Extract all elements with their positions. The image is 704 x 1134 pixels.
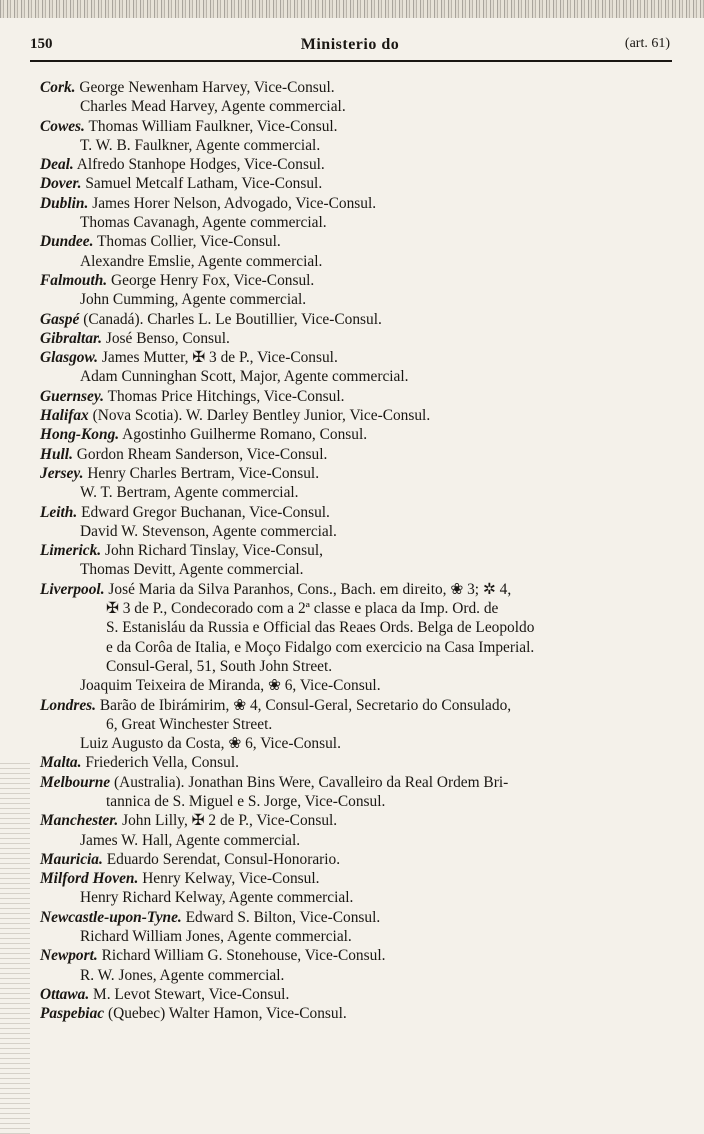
entry-text: Edward S. Bilton, Vice-Consul. [185, 908, 381, 926]
entry-text: Friederich Vella, Consul. [85, 754, 239, 772]
entry-text: e da Corôa de Italia, e Moço Fidalgo com exercicio na Casa Imperial. [106, 638, 535, 656]
entry-text: 6, Great Winchester Street. [106, 715, 273, 733]
entry-text: José Benso, Consul. [105, 329, 230, 347]
entry-text: S. Estanisláu da Russia e Official das Reaes Ords. Belga de Leopoldo [106, 619, 535, 637]
place-name: Dundee. [40, 233, 94, 251]
place-name: Mauricia. [40, 850, 103, 868]
entry-line [40, 97, 680, 116]
page-header [30, 36, 670, 62]
entry-line [40, 194, 680, 213]
place-name: Jersey. [40, 464, 84, 482]
entry-line [40, 734, 680, 753]
place-name: Limerick. [40, 542, 102, 560]
place-name: Gibraltar. [40, 329, 103, 347]
place-name: Paspebiac [40, 1005, 105, 1023]
entry-line [40, 348, 680, 367]
entry-line [40, 310, 680, 329]
entry-line [40, 618, 680, 637]
place-name: Dover. [40, 175, 82, 193]
entry-line [40, 464, 680, 483]
entry-line [40, 232, 680, 251]
entry-line [40, 831, 680, 850]
entry-line [40, 290, 680, 309]
place-name: Cork. [40, 79, 76, 96]
entry-line [40, 117, 680, 136]
entry-text: Edward Gregor Buchanan, Vice-Consul. [81, 503, 330, 521]
entry-line [40, 1004, 680, 1023]
entry-line [40, 638, 680, 657]
entry-text: Alexandre Emslie, Agente commercial. [80, 252, 323, 270]
entry-text: W. T. Bertram, Agente commercial. [80, 484, 299, 502]
entry-line [40, 155, 680, 174]
entry-line [40, 503, 680, 522]
page-title: Ministerio do [300, 36, 400, 53]
entry-text: Joaquim Teixeira de Miranda, ❀ 6, Vice-Consul. [80, 677, 381, 695]
entry-text: R. W. Jones, Agente commercial. [80, 966, 285, 984]
entry-line [40, 136, 680, 155]
place-name: Guernsey. [40, 387, 104, 405]
entry-line [40, 329, 680, 348]
entry-line [40, 213, 680, 232]
entry-line [40, 966, 680, 985]
entry-line [40, 78, 680, 97]
entry-text: Thomas Devitt, Agente commercial. [80, 561, 304, 579]
place-name: Manchester. [40, 812, 119, 830]
entry-line [40, 850, 680, 869]
entry-text: T. W. B. Faulkner, Agente commercial. [80, 136, 321, 154]
place-name: Londres. [40, 696, 97, 714]
place-name: Hong-Kong. [40, 426, 120, 444]
consul-list [40, 78, 680, 1024]
entry-text: Samuel Metcalf Latham, Vice-Consul. [85, 175, 323, 193]
entry-line [40, 676, 680, 695]
entry-line [40, 271, 680, 290]
entry-line [40, 908, 680, 927]
entry-text: Henry Charles Bertram, Vice-Consul. [87, 464, 320, 482]
entry-line [40, 773, 680, 792]
entry-text: James Mutter, ✠ 3 de P., Vice-Consul. [101, 349, 338, 367]
margin-stain [0, 760, 30, 1134]
entry-text: Thomas Cavanagh, Agente commercial. [80, 214, 327, 232]
entry-line [40, 927, 680, 946]
entry-line [40, 367, 680, 386]
entry-text: David W. Stevenson, Agente commercial. [80, 522, 337, 540]
entry-line [40, 946, 680, 965]
entry-text: John Richard Tinslay, Vice-Consul, [104, 542, 323, 560]
page-edge-texture [0, 0, 704, 18]
place-name: Milford Hoven. [40, 870, 139, 888]
entry-text: Richard William G. Stonehouse, Vice-Consul. [101, 947, 386, 965]
entry-text: George Newenham Harvey, Vice-Consul. [79, 79, 335, 96]
entry-line [40, 869, 680, 888]
entry-line [40, 696, 680, 715]
entry-line [40, 715, 680, 734]
entry-line [40, 541, 680, 560]
entry-text: ✠ 3 de P., Condecorado com a 2ª classe e placa da Imp. Ord. de [106, 600, 499, 618]
place-name: Malta. [40, 754, 82, 772]
entry-text: Charles Mead Harvey, Agente commercial. [80, 98, 346, 116]
header-rule [30, 60, 672, 62]
entry-text: José Maria da Silva Paranhos, Cons., Bach. em direito, ❀ 3; ✲ 4, [108, 580, 512, 598]
entry-text: M. Levot Stewart, Vice-Consul. [93, 985, 290, 1003]
place-name: Leith. [40, 503, 78, 521]
entry-line [40, 483, 680, 502]
entry-text: Consul-Geral, 51, South John Street. [106, 657, 333, 675]
place-name: Halifax [40, 407, 89, 425]
place-name: Cowes. [40, 117, 85, 135]
entry-line [40, 792, 680, 811]
entry-line [40, 522, 680, 541]
article-reference: (art. 61) [624, 36, 670, 51]
entry-text: Alfredo Stanhope Hodges, Vice-Consul. [76, 156, 325, 174]
place-name: Ottawa. [40, 985, 90, 1003]
entry-text: James W. Hall, Agente commercial. [80, 831, 301, 849]
place-name: Falmouth. [40, 271, 108, 289]
entry-text: tannica de S. Miguel e S. Jorge, Vice-Consul. [106, 792, 386, 810]
entry-text: (Quebec) Walter Hamon, Vice-Consul. [107, 1005, 347, 1023]
place-name: Dublin. [40, 194, 89, 212]
entry-text: Barão de Ibirámirim, ❀ 4, Consul-Geral, Secretario do Consulado, [99, 696, 512, 714]
place-name: Deal. [40, 156, 74, 174]
entry-text: Gordon Rheam Sanderson, Vice-Consul. [76, 445, 328, 463]
entry-line [40, 657, 680, 676]
place-name: Melbourne [40, 773, 111, 791]
place-name: Liverpool. [40, 580, 105, 598]
entry-text: Thomas William Faulkner, Vice-Consul. [88, 117, 338, 135]
entry-line [40, 753, 680, 772]
entry-text: George Henry Fox, Vice-Consul. [111, 271, 315, 289]
entry-line [40, 888, 680, 907]
entry-text: Luiz Augusto da Costa, ❀ 6, Vice-Consul. [80, 735, 341, 753]
entry-line [40, 174, 680, 193]
entry-text: Adam Cunninghan Scott, Major, Agente commercial. [80, 368, 409, 386]
entry-line [40, 406, 680, 425]
entry-line [40, 252, 680, 271]
entry-line [40, 811, 680, 830]
entry-text: (Nova Scotia). W. Darley Bentley Junior, Vice-Consul. [92, 407, 431, 425]
entry-line [40, 580, 680, 599]
entry-line [40, 387, 680, 406]
entry-text: John Lilly, ✠ 2 de P., Vice-Consul. [122, 812, 338, 830]
entry-line [40, 599, 680, 618]
place-name: Gaspé [40, 310, 80, 328]
entry-line [40, 985, 680, 1004]
entry-text: Henry Richard Kelway, Agente commercial. [80, 889, 354, 907]
entry-text: John Cumming, Agente commercial. [80, 291, 307, 309]
entry-line [40, 445, 680, 464]
entry-line [40, 560, 680, 579]
entry-text: Agostinho Guilherme Romano, Consul. [122, 426, 368, 444]
place-name: Hull. [40, 445, 73, 463]
entry-text: Henry Kelway, Vice-Consul. [142, 870, 320, 888]
entry-text: Eduardo Serendat, Consul-Honorario. [106, 850, 341, 868]
entry-text: James Horer Nelson, Advogado, Vice-Consul. [92, 194, 377, 212]
place-name: Newport. [40, 947, 98, 965]
place-name: Glasgow. [40, 349, 99, 367]
place-name: Newcastle-upon-Tyne. [40, 908, 182, 926]
entry-text: Thomas Collier, Vice-Consul. [97, 233, 281, 251]
entry-text: (Canadá). Charles L. Le Boutillier, Vice-Consul. [83, 310, 382, 328]
page-number: 150 [30, 36, 53, 52]
entry-line [40, 425, 680, 444]
entry-text: (Australia). Jonathan Bins Were, Cavalleiro da Real Ordem Bri- [113, 773, 509, 791]
entry-text: Thomas Price Hitchings, Vice-Consul. [107, 387, 345, 405]
entry-text: Richard William Jones, Agente commercial. [80, 928, 352, 946]
